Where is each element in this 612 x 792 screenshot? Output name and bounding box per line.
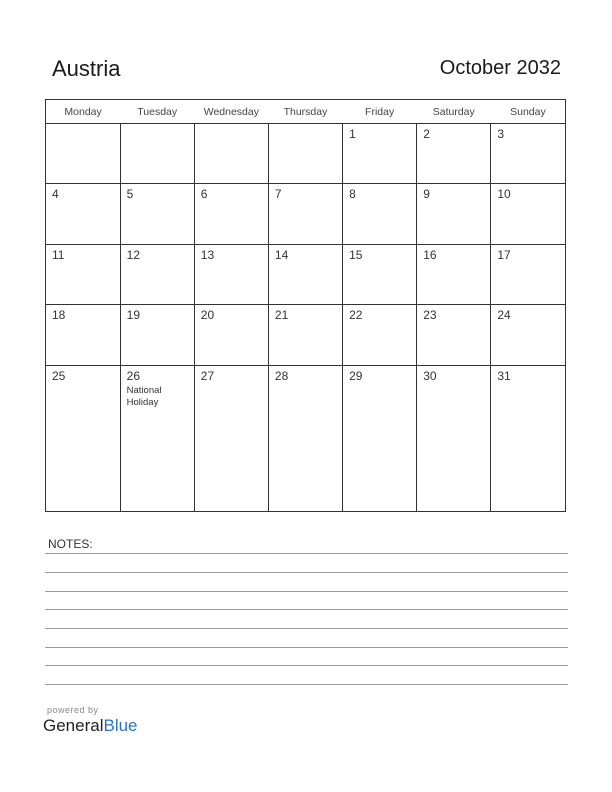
day-cell	[120, 305, 194, 365]
notes-line	[45, 591, 568, 592]
week-row	[46, 305, 565, 365]
day-cell	[343, 365, 417, 511]
day-number: 15	[349, 247, 363, 262]
day-number: 12	[126, 247, 140, 262]
notes-line	[45, 665, 568, 666]
notes-line	[45, 628, 568, 629]
weekday-sunday: Sunday	[491, 100, 565, 124]
week-row	[46, 124, 565, 184]
day-number: 23	[423, 308, 437, 323]
day-cell	[491, 365, 565, 511]
day-cell	[120, 244, 194, 304]
week-row	[46, 244, 565, 304]
day-number: 2	[423, 127, 430, 141]
day-cell	[343, 124, 417, 184]
day-number: 16	[423, 247, 437, 262]
day-number: 22	[349, 308, 363, 323]
day-number: 9	[423, 187, 430, 202]
weekday-tuesday: Tuesday	[120, 100, 194, 124]
day-number: 29	[349, 368, 363, 383]
day-cell	[194, 305, 268, 365]
day-cell	[46, 365, 120, 511]
day-number: 8	[349, 187, 356, 202]
holiday-label	[127, 385, 194, 409]
day-number: 27	[200, 368, 215, 383]
weekday-monday: Monday	[46, 100, 120, 124]
week-row	[46, 365, 565, 511]
weekday-friday: Friday	[343, 100, 417, 124]
day-cell	[120, 124, 194, 184]
notes-line	[45, 553, 568, 554]
day-cell	[46, 244, 120, 304]
day-cell-holiday	[120, 365, 194, 511]
day-number: 6	[200, 187, 208, 202]
day-cell	[343, 305, 417, 365]
day-cell	[491, 305, 565, 365]
generalblue-logo	[43, 716, 138, 736]
day-number: 14	[274, 247, 289, 262]
day-number: 7	[274, 187, 282, 202]
weekday-saturday: Saturday	[417, 100, 491, 124]
day-cell	[120, 184, 194, 244]
day-cell	[268, 124, 342, 184]
weekday-header-row	[46, 100, 565, 124]
day-cell	[343, 244, 417, 304]
day-number: 25	[52, 368, 66, 383]
day-cell	[268, 365, 342, 511]
day-number: 5	[126, 187, 134, 202]
notes-line	[45, 684, 568, 685]
day-cell	[491, 184, 565, 244]
notes-line	[45, 647, 568, 648]
holiday-label-line: National	[126, 384, 162, 396]
day-cell	[268, 305, 342, 365]
day-cell	[491, 244, 565, 304]
day-cell	[417, 244, 491, 304]
notes-line	[45, 609, 568, 610]
day-number: 11	[52, 247, 65, 262]
day-number: 18	[52, 308, 66, 323]
day-cell	[268, 244, 342, 304]
weekday-wednesday: Wednesday	[194, 100, 268, 124]
day-number: 26	[126, 368, 140, 383]
country-title: Austria	[52, 56, 121, 81]
calendar-grid	[45, 99, 566, 512]
logo-general: General	[43, 716, 104, 735]
day-cell	[417, 184, 491, 244]
day-number: 30	[423, 368, 437, 383]
holiday-label-line: Holiday	[126, 396, 159, 408]
day-number: 3	[497, 127, 505, 141]
day-cell	[46, 305, 120, 365]
week-row	[46, 184, 565, 244]
day-cell	[491, 124, 565, 184]
month-year-title: October 2032	[439, 57, 561, 79]
day-cell	[268, 184, 342, 244]
day-cell	[417, 124, 491, 184]
day-cell	[194, 365, 268, 511]
weekday-thursday: Thursday	[268, 100, 342, 124]
day-cell	[194, 124, 268, 184]
day-cell	[417, 305, 491, 365]
day-number: 21	[274, 308, 289, 323]
powered-by-text: powered by	[47, 705, 99, 715]
day-cell	[194, 244, 268, 304]
notes-line	[45, 572, 568, 573]
notes-label: NOTES:	[48, 537, 93, 551]
day-cell	[194, 184, 268, 244]
day-number: 10	[497, 187, 511, 202]
logo-blue: Blue	[103, 716, 138, 735]
day-cell	[417, 365, 491, 511]
day-number: 24	[497, 308, 511, 323]
day-number: 28	[274, 368, 289, 383]
day-number: 31	[497, 368, 511, 383]
day-number: 20	[200, 308, 215, 323]
day-number: 4	[52, 187, 59, 202]
day-number: 13	[200, 247, 215, 262]
day-number: 19	[126, 308, 140, 323]
day-number: 1	[349, 127, 356, 141]
day-cell	[46, 124, 120, 184]
day-cell	[343, 184, 417, 244]
day-number: 17	[497, 247, 511, 262]
day-cell	[46, 184, 120, 244]
